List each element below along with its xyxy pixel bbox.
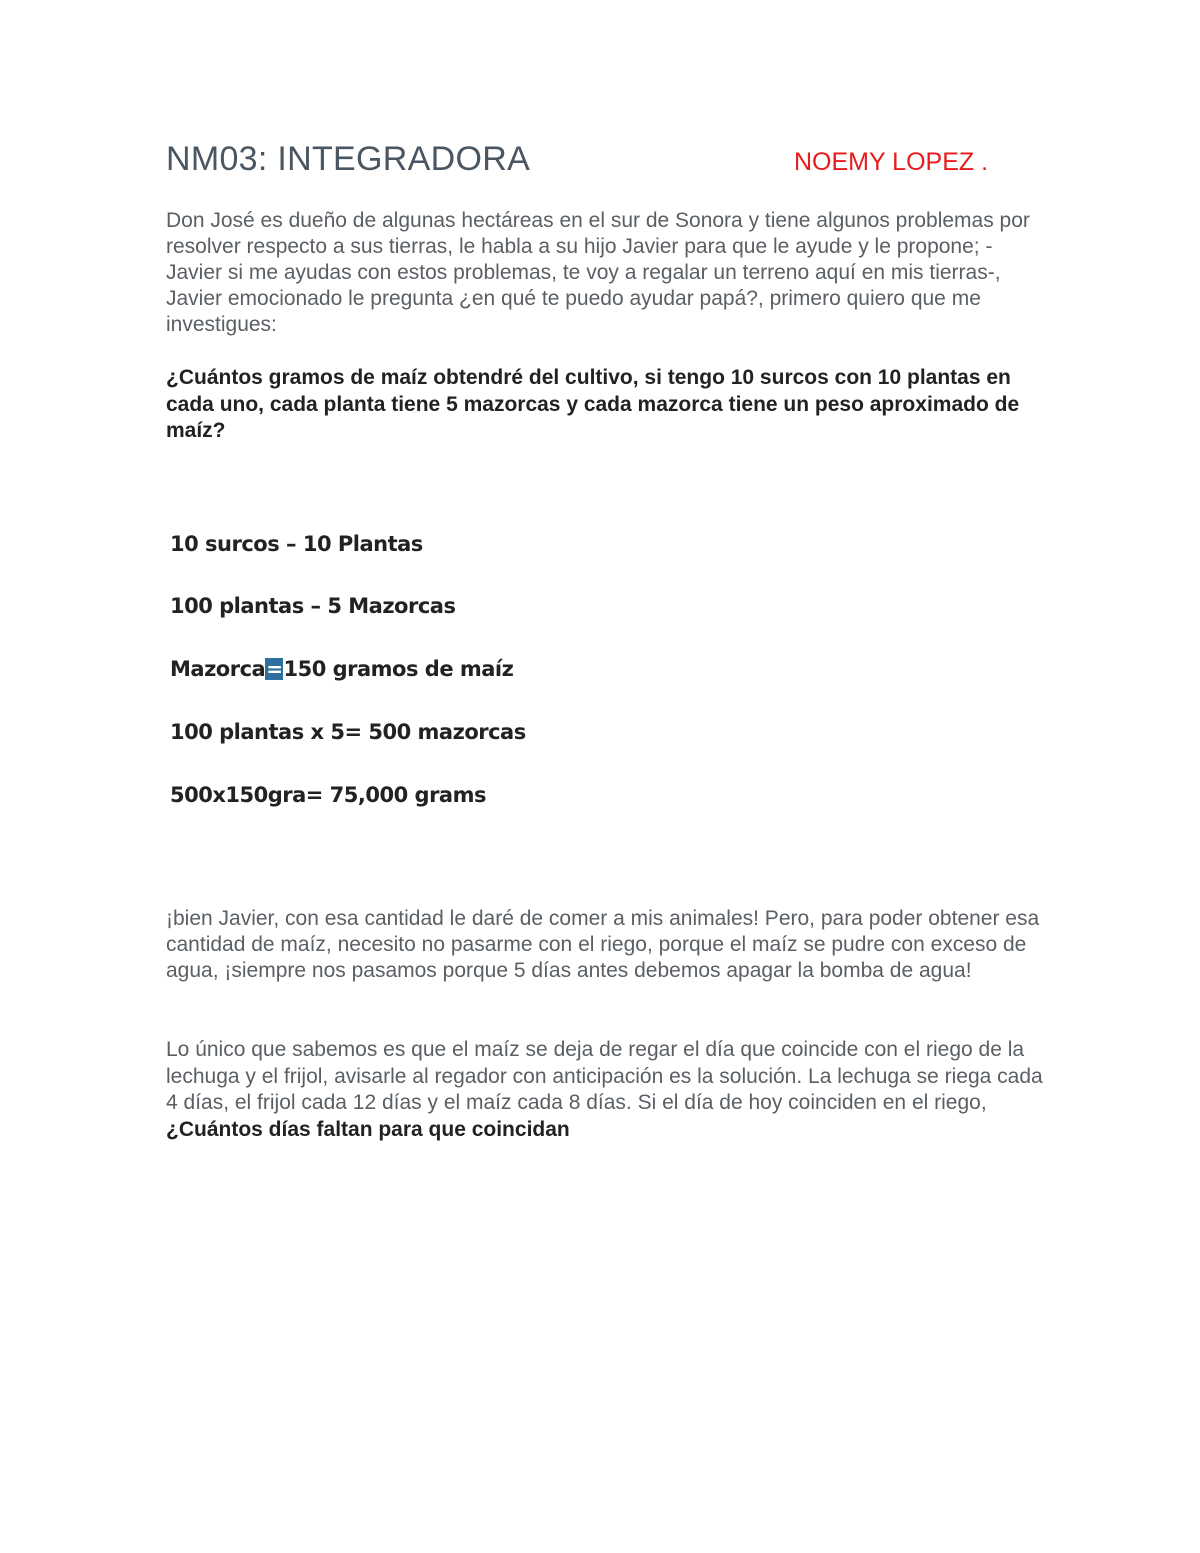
calc-cob-label: Mazorca (170, 657, 266, 681)
intro-paragraph: Don José es dueño de algunas hectáreas en el sur de Sonora y tiene algunos problemas por resolver respecto a sus tierras, le habla a su hijo Javier para que le ayude y le propone; -Javier si me ayudas con estos problemas, te voy a regalar un terreno aquí en mis tierras-, Javier emocionado le pregunta ¿en qué te puedo ayudar papá?, primero quiero que me investigues: (166, 209, 1030, 336)
question-corn-grams: ¿Cuántos gramos de maíz obtendré del cultivo, si tengo 10 surcos con 10 plantas en cada uno, cada planta tiene 5 mazorcas y cada mazorca tiene un peso aproximado de maíz? (166, 366, 1020, 442)
paragraph-irrigation: ¡bien Javier, con esa cantidad le daré de comer a mis animales! Pero, para poder obtener esa cantidad de maíz, necesito no pasarme con el riego, porque el maíz se pudre con exceso de agua, ¡siempre nos pasamos porque 5 días antes debemos apagar la bomba de agua! (166, 907, 1040, 982)
calc-cob-value: 150 gramos de maíz (283, 657, 514, 681)
equals-symbol: = (266, 657, 283, 681)
calc-line-total-grams: 500x150gra= 75,000 grams (170, 783, 486, 807)
watering-schedule-text: Lo único que sabemos es que el maíz se deja de regar el día que coincide con el riego de la lechuga y el frijol, avisarle al regador con anticipación es la solución. La lechuga se riega cada 4 días, el frijol cada 12 días y el maíz cada 8 días. Si el día de hoy coinciden en el riego, (166, 1038, 1043, 1114)
document-title: NM03: INTEGRADORA (166, 140, 531, 178)
calc-line-rows-plants: 10 surcos – 10 Plantas (170, 532, 423, 556)
calc-line-total-cobs: 100 plantas x 5= 500 mazorcas (170, 720, 526, 744)
question-days-coincide: ¿Cuántos días faltan para que coincidan (166, 1117, 570, 1141)
author-name: NOEMY LOPEZ . (794, 148, 989, 176)
calc-line-plants-cobs: 100 plantas – 5 Mazorcas (170, 594, 456, 618)
calc-line-cob-weight (170, 657, 513, 681)
paragraph-watering-schedule (166, 1037, 1046, 1143)
